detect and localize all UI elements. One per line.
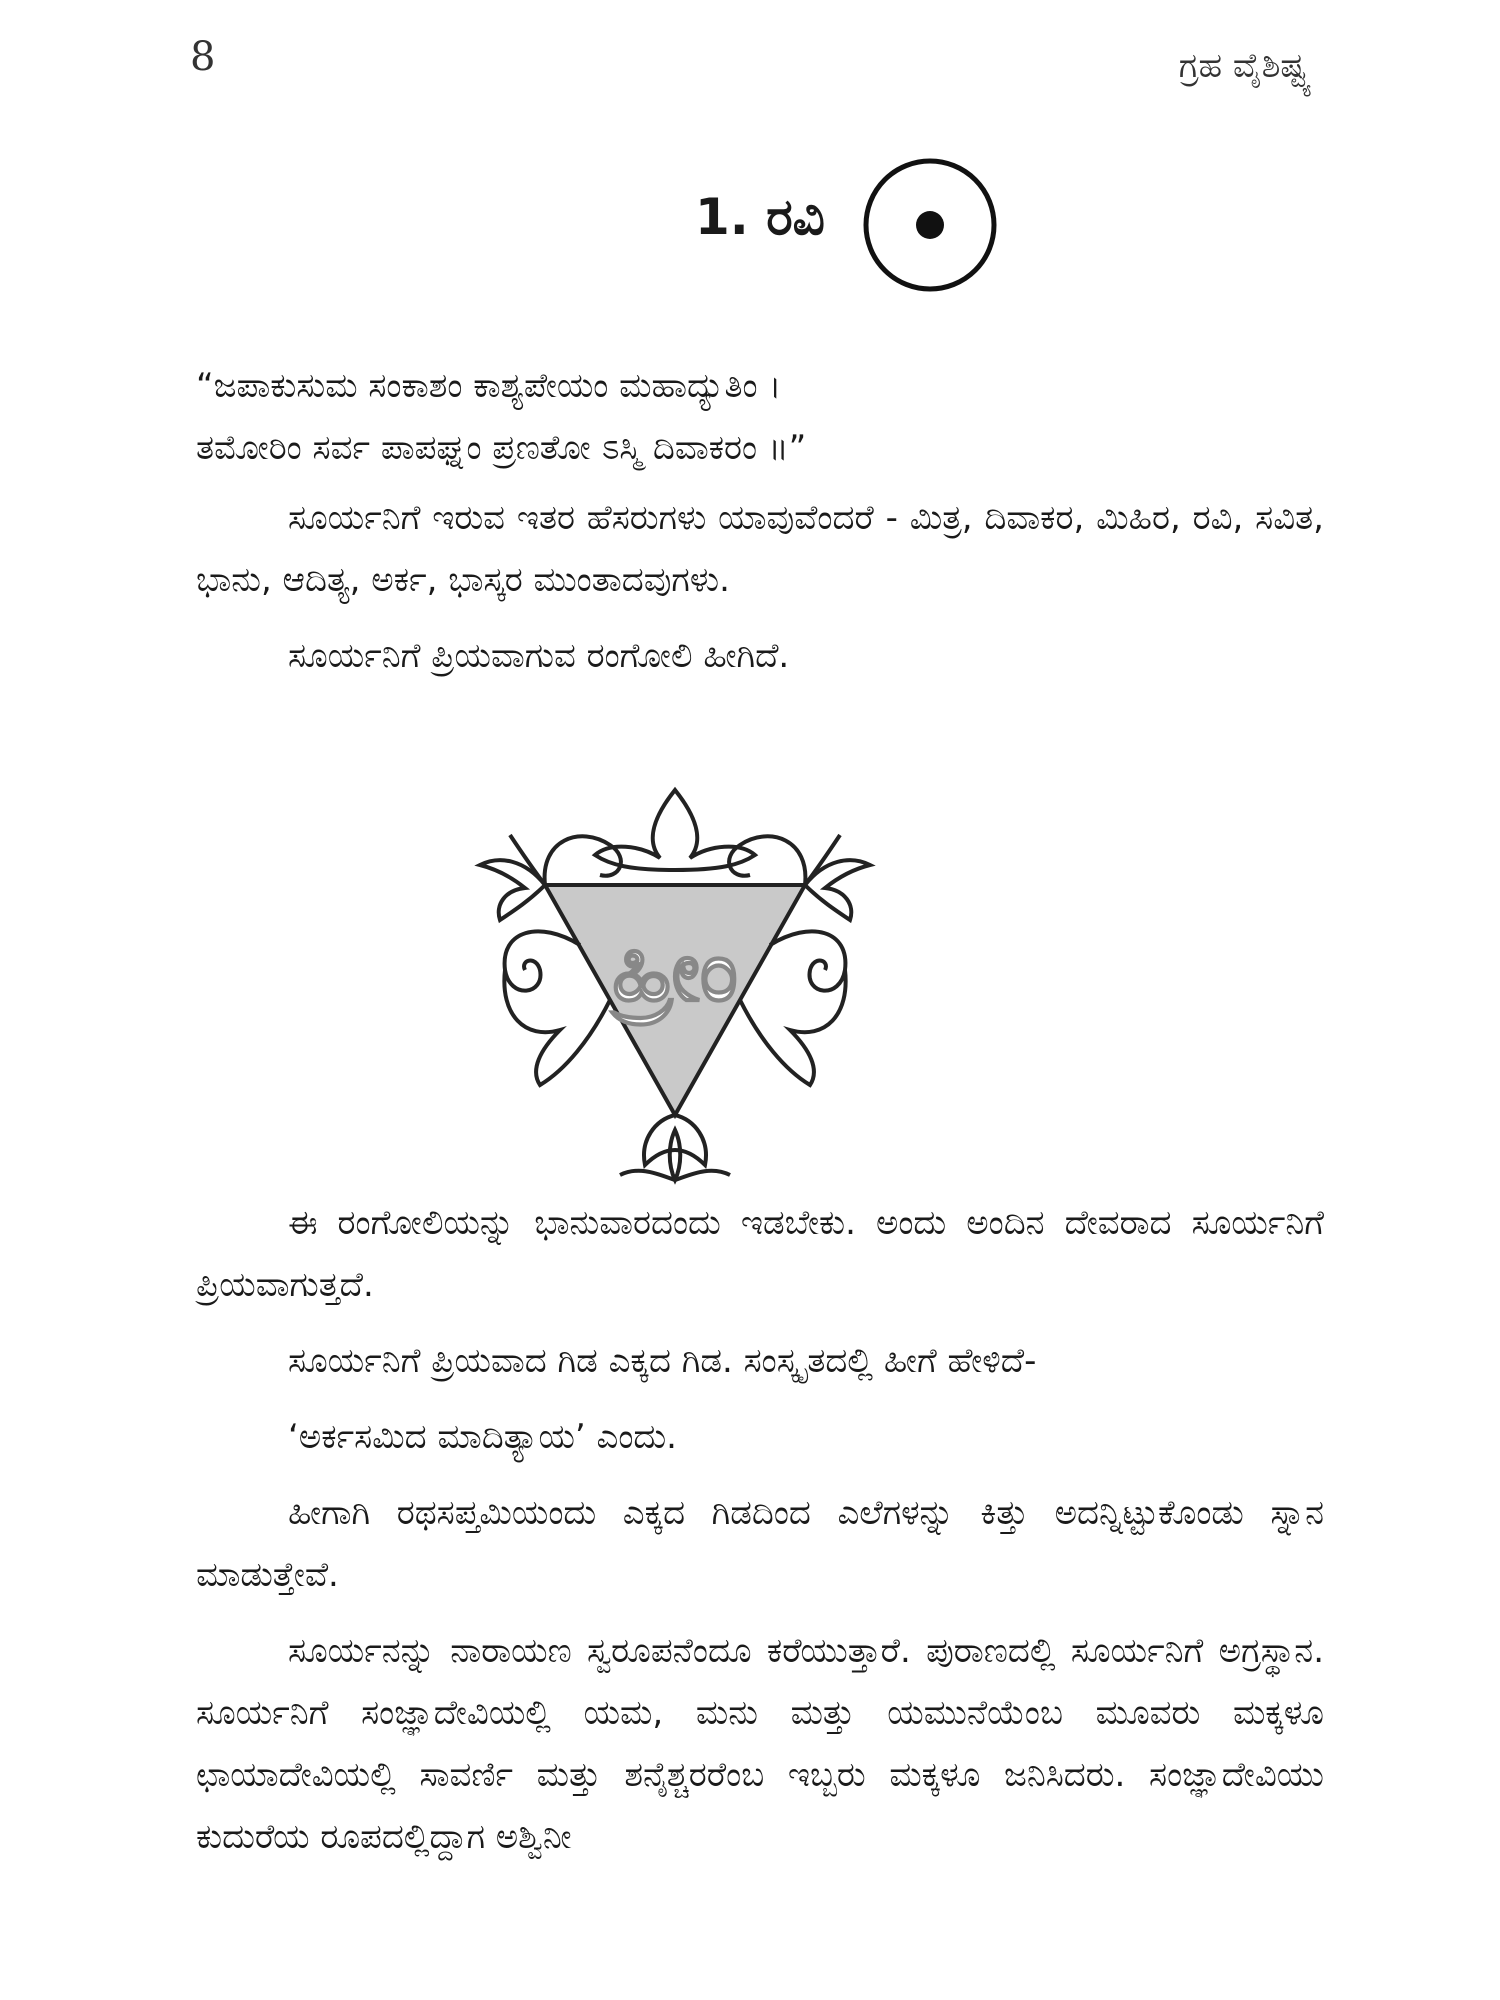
verse-line-2: ತಮೋರಿಂ ಸರ್ವ ಪಾಪಘ್ನಂ ಪ್ರಣತೋ ಽಸ್ಮಿ ದಿವಾಕರಂ ॥” — [196, 428, 807, 468]
sanskrit-verse — [196, 355, 1324, 479]
chapter-title: 1. ರವಿ — [695, 188, 825, 246]
rangoli-center-glyph: ಹ್ರೀಂ — [612, 921, 738, 1021]
rangoli-triangle-lotus-icon — [470, 770, 880, 1190]
paragraph-rangoli-intro: ಸೂರ್ಯನಿಗೆ ಪ್ರಿಯವಾಗುವ ರಂಗೋಲಿ ಹೀಗಿದೆ. — [288, 636, 790, 676]
paragraph-surya-family: ಸೂರ್ಯನನ್ನು ನಾರಾಯಣ ಸ್ವರೂಪನೆಂದೂ ಕರೆಯುತ್ತಾರೆ. ಪುರಾಣದಲ್ಲಿ ಸೂರ್ಯನಿಗೆ ಅಗ್ರಸ್ಥಾನ. ಸೂರ್ಯನಿಗೆ ಸಂಜ್ಞಾದೇವಿಯಲ್ಲಿ ಯಮ, ಮನು ಮತ್ತು ಯಮುನೆಯೆಂಬ ಮೂವರು ಮಕ್ಕಳೂ ಛಾಯಾದೇವಿಯಲ್ಲಿ ಸಾವರ್ಣಿ ಮತ್ತು ಶನೈಶ್ಚರರೆಂಬ ಇಬ್ಬರು ಮಕ್ಕಳೂ ಜನಿಸಿದರು. ಸಂಜ್ಞಾದೇವಿಯು ಕುದುರೆಯ ರೂಪದಲ್ಲಿದ್ದಾಗ ಅಶ್ವಿನೀ — [196, 1631, 1324, 1857]
paragraph-ekka-plant: ಸೂರ್ಯನಿಗೆ ಪ್ರಿಯವಾದ ಗಿಡ ಎಕ್ಕದ ಗಿಡ. ಸಂಸ್ಕೃತದಲ್ಲಿ ಹೀಗೆ ಹೇಳಿದೆ- — [288, 1341, 1037, 1381]
running-head-title: ಗ್ರಹ ವೈಶಿಷ್ಟ್ಯ — [1178, 46, 1312, 86]
body-text-top — [196, 355, 1324, 701]
verse-line-1: “ಜಪಾಕುಸುಮ ಸಂಕಾಶಂ ಕಾಶ್ಯಪೇಯಂ ಮಹಾದ್ಯುತಿಂ । — [196, 366, 782, 406]
paragraph-rangoli-sunday: ಈ ರಂಗೋಲಿಯನ್ನು ಭಾನುವಾರದಂದು ಇಡಬೇಕು. ಅಂದು ಅಂದಿನ ದೇವರಾದ ಸೂರ್ಯನಿಗೆ ಪ್ರಿಯವಾಗುತ್ತದೆ. — [196, 1203, 1324, 1305]
page-number: 8 — [190, 34, 216, 80]
sun-circle-dot-icon — [860, 155, 1000, 295]
paragraph-sanskrit-quote: ‘ಅರ್ಕಸಮಿದ ಮಾದಿತ್ಯಾಯ’ ಎಂದು. — [288, 1417, 677, 1457]
body-text-bottom — [196, 1192, 1324, 1882]
paragraph-rathasaptami: ಹೀಗಾಗಿ ರಥಸಪ್ತಮಿಯಂದು ಎಕ್ಕದ ಗಿಡದಿಂದ ಎಲೆಗಳನ್ನು ಕಿತ್ತು ಅದನ್ನಿಟ್ಟುಕೊಂಡು ಸ್ನಾನ ಮಾಡುತ್ತೇವೆ. — [196, 1493, 1324, 1595]
paragraph-other-names: ಸೂರ್ಯನಿಗೆ ಇರುವ ಇತರ ಹೆಸರುಗಳು ಯಾವುವೆಂದರೆ - ಮಿತ್ರ, ದಿವಾಕರ, ಮಿಹಿರ, ರವಿ, ಸವಿತ, ಭಾನು, ಆದಿತ್ಯ, ಅರ್ಕ, ಭಾಸ್ಕರ ಮುಂತಾದವುಗಳು. — [196, 498, 1324, 600]
